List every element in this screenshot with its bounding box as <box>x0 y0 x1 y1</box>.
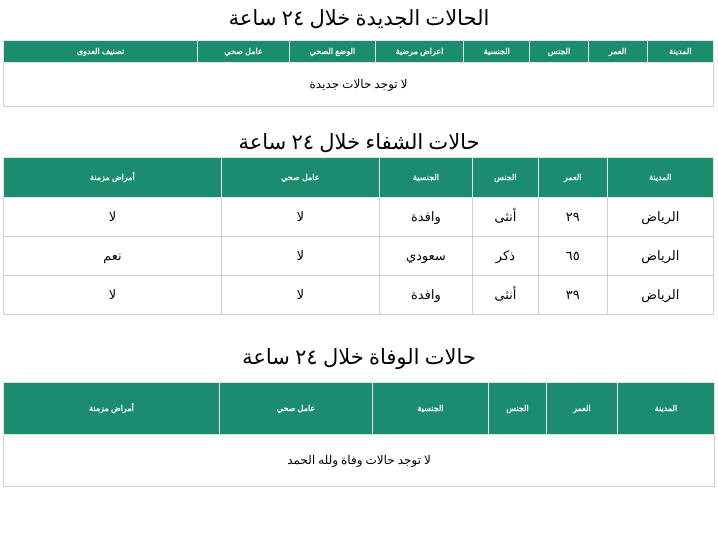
cell-city: الرياض <box>607 198 713 237</box>
column-header-symptoms: اعراض مرضية <box>375 41 463 63</box>
column-header-nationality: الجنسية <box>464 41 530 63</box>
new-cases-table <box>3 40 714 107</box>
cell-gender: ذكر <box>472 237 538 276</box>
column-header-age: العمر <box>538 158 607 198</box>
cell-nationality: وافدة <box>379 198 472 237</box>
cell-chronic-diseases: لا <box>4 198 222 237</box>
column-header-gender: الجنس <box>530 41 588 63</box>
cell-age: ٢٩ <box>538 198 607 237</box>
recoveries-title: حالات الشفاء خلال ٢٤ ساعة <box>238 130 480 154</box>
table-row <box>4 237 714 276</box>
table-row <box>4 63 714 107</box>
column-header-health-worker: عامل صحي <box>220 383 373 435</box>
column-header-city: المدينة <box>607 158 713 198</box>
cell-chronic-diseases: لا <box>4 276 222 315</box>
table-row <box>4 198 714 237</box>
cell-gender: أنثى <box>472 276 538 315</box>
column-header-age: العمر <box>588 41 647 63</box>
table-header-row <box>4 158 714 198</box>
column-header-city: المدينة <box>647 41 713 63</box>
column-header-city: المدينة <box>618 383 715 435</box>
column-header-nationality: الجنسية <box>379 158 472 198</box>
column-header-gender: الجنس <box>472 158 538 198</box>
recoveries-table <box>3 157 714 315</box>
column-header-infection-class: تصنيف العدوى <box>4 41 198 63</box>
cell-chronic-diseases: نعم <box>4 237 222 276</box>
cell-age: ٣٩ <box>538 276 607 315</box>
cell-health-worker: لا <box>221 198 379 237</box>
empty-message: لا توجد حالات وفاة ولله الحمد <box>4 435 715 487</box>
deaths-table <box>3 382 715 487</box>
column-header-gender: الجنس <box>489 383 547 435</box>
cell-city: الرياض <box>607 237 713 276</box>
table-header-row <box>4 41 714 63</box>
column-header-nationality: الجنسية <box>373 383 489 435</box>
table-row <box>4 435 715 487</box>
table-header-row <box>4 383 715 435</box>
new-cases-title: الحالات الجديدة خلال ٢٤ ساعة <box>228 6 490 30</box>
cell-health-worker: لا <box>221 276 379 315</box>
cell-health-worker: لا <box>221 237 379 276</box>
column-header-health-worker: عامل صحي <box>221 158 379 198</box>
column-header-chronic-diseases: أمراض مزمنة <box>4 383 220 435</box>
cell-nationality: سعودي <box>379 237 472 276</box>
empty-message: لا توجد حالات جديدة <box>4 63 714 107</box>
column-header-chronic-diseases: أمراض مزمنة <box>4 158 222 198</box>
column-header-age: العمر <box>547 383 618 435</box>
cell-nationality: وافدة <box>379 276 472 315</box>
cell-age: ٦٥ <box>538 237 607 276</box>
table-row <box>4 276 714 315</box>
cell-city: الرياض <box>607 276 713 315</box>
deaths-title: حالات الوفاة خلال ٢٤ ساعة <box>242 345 476 369</box>
cell-gender: أنثى <box>472 198 538 237</box>
column-header-health-status: الوضع الصحي <box>289 41 375 63</box>
column-header-health-worker: عامل صحي <box>198 41 290 63</box>
